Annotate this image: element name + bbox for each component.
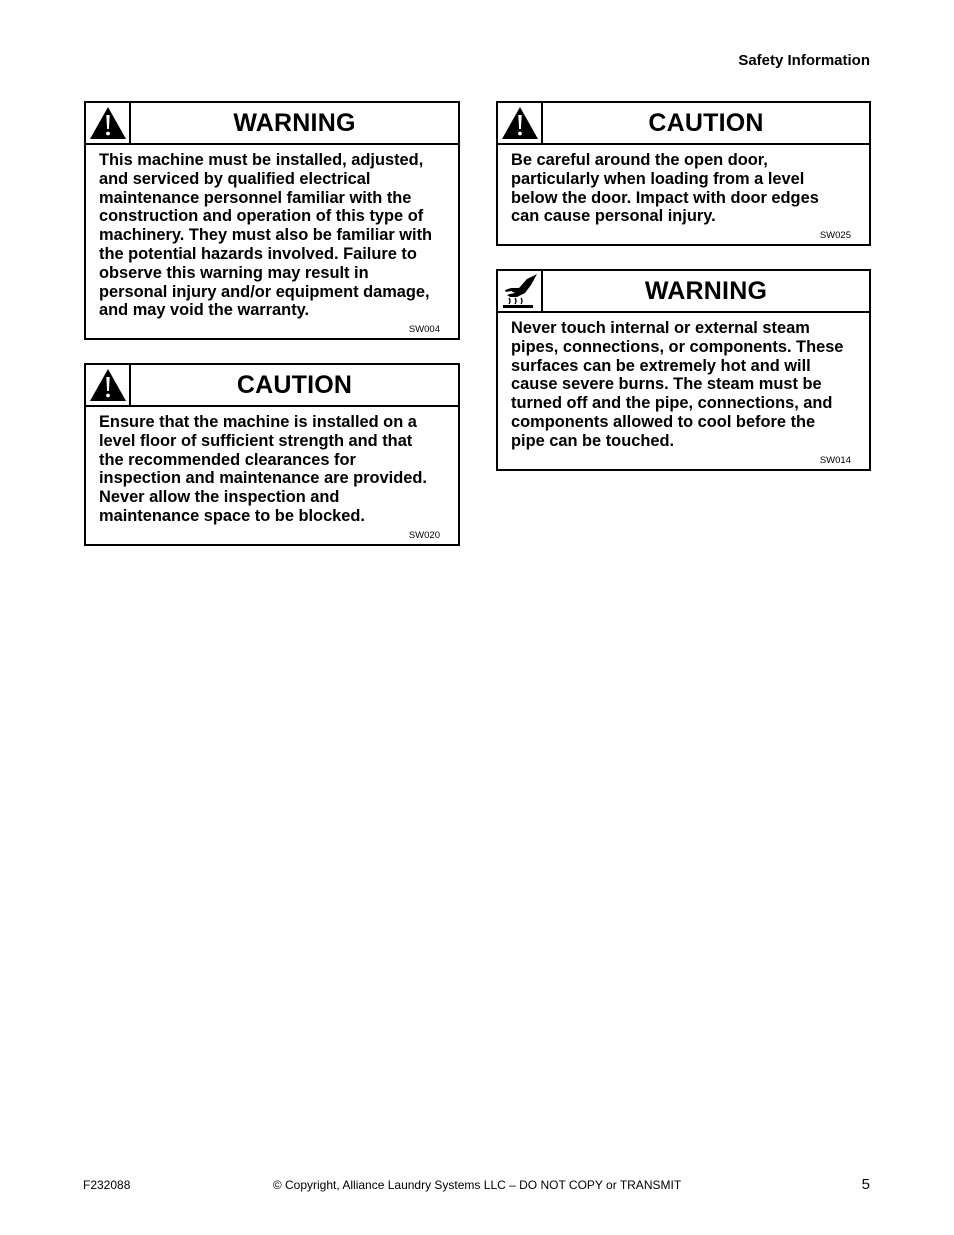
box-header xyxy=(86,365,458,407)
hot-surface-hand-icon xyxy=(498,271,543,311)
box-code: SW025 xyxy=(819,230,851,242)
footer-copyright: © Copyright, Alliance Laundry Systems LLC – DO NOT COPY or TRANSMIT xyxy=(272,1178,682,1192)
box-text: This machine must be installed, adjusted, and serviced by qualified electrical maintenance personnel familiar with the construction and operation of this type of machinery. They must also be familiar with the potential hazards involved. Failure to observe this warning may result in personal injury and/or equipment damage, and may void the warranty. xyxy=(99,151,433,320)
warning-triangle-icon xyxy=(498,103,543,143)
box-title: CAUTION xyxy=(648,108,764,137)
box-title: WARNING xyxy=(644,276,768,305)
box-title: WARNING xyxy=(233,108,356,137)
caution-box-sw020 xyxy=(84,363,460,546)
warning-triangle-icon xyxy=(86,103,131,143)
caution-box-sw025 xyxy=(496,101,871,246)
box-title: CAUTION xyxy=(236,370,353,399)
box-text: Be careful around the open door, particularly when loading from a level below the door. Impact with door edges can cause personal injury. xyxy=(511,151,819,226)
box-text: Never touch internal or external steam pipes, connections, or components. These surfaces can be extremely hot and will cause severe burns. The steam must be turned off and the pipe, connections, and components allowed to cool before the pipe can be touched. xyxy=(511,319,844,450)
box-text: Ensure that the machine is installed on a level floor of sufficient strength and that the recommended clearances for inspection and maintenance are provided. Never allow the inspection and maintenance space to be blocked. xyxy=(99,413,427,525)
warning-box-sw014 xyxy=(496,269,871,471)
box-code: SW020 xyxy=(408,529,440,541)
box-header xyxy=(498,271,869,313)
box-header xyxy=(498,103,869,145)
footer-page-number: 5 xyxy=(861,1176,870,1193)
footer-doc-number: F232088 xyxy=(83,1178,131,1192)
warning-triangle-icon xyxy=(86,365,131,405)
warning-box-sw004 xyxy=(84,101,460,340)
box-code: SW014 xyxy=(819,454,851,466)
box-header xyxy=(86,103,458,145)
section-title: Safety Information xyxy=(738,52,870,69)
box-code: SW004 xyxy=(408,324,440,336)
